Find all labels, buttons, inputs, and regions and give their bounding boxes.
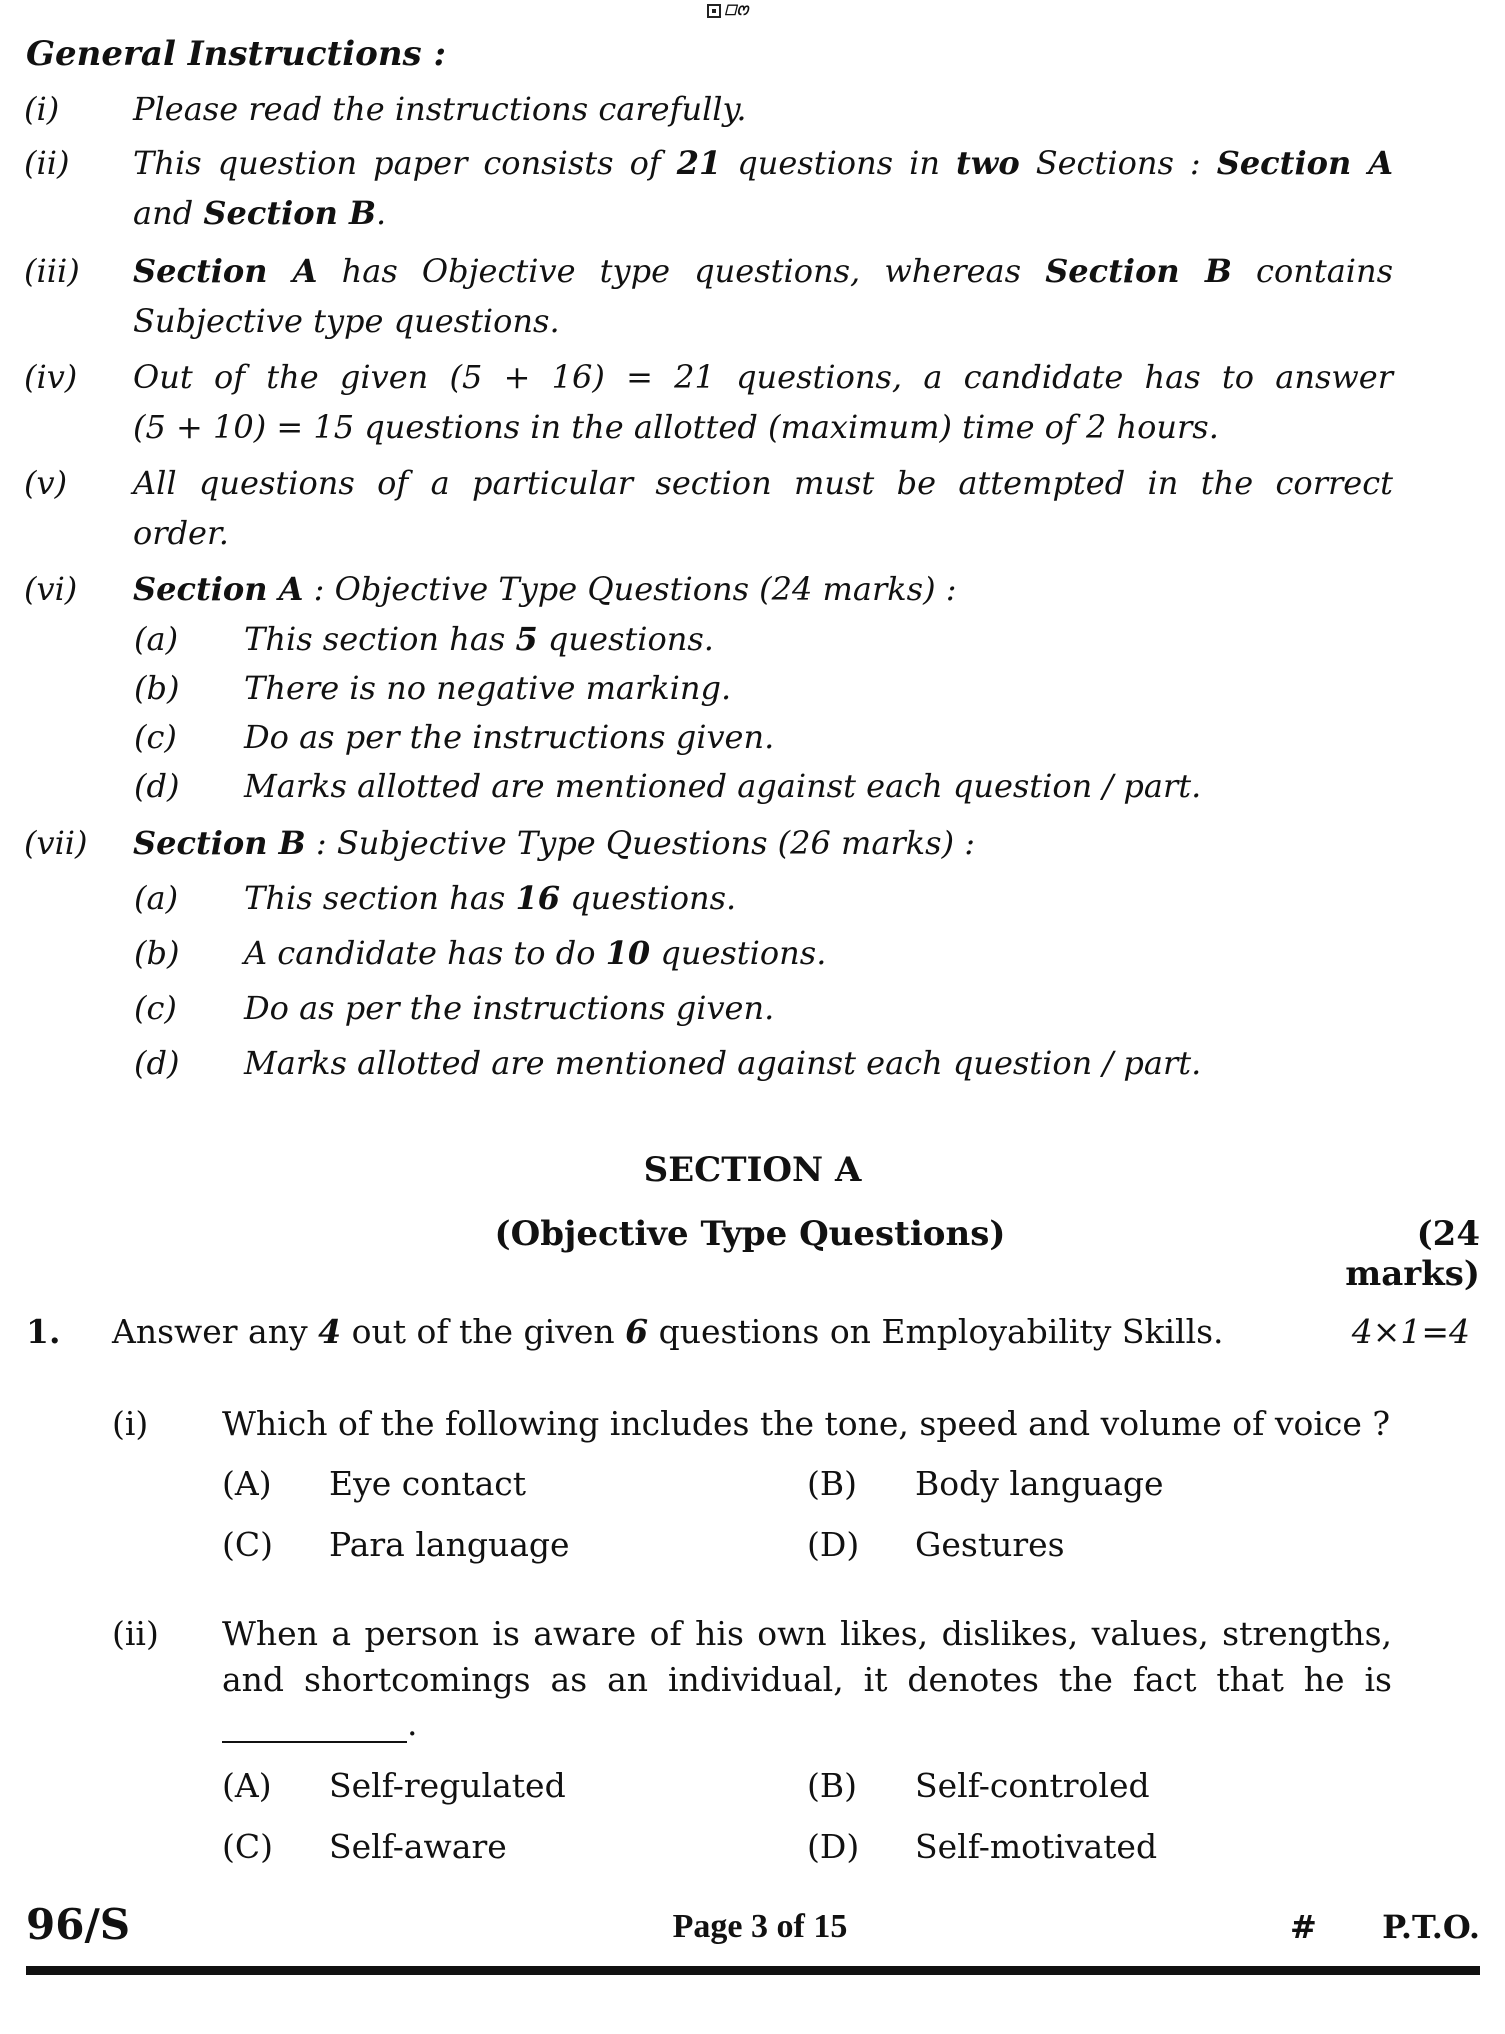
option-label: (A) [222, 1766, 272, 1805]
section-a-marks: (24 marks) [1345, 1214, 1480, 1294]
general-instructions-title: General Instructions : [26, 34, 447, 74]
instruction-item: (ii) This question paper consists of 21 questions in two Sections : Section A and Section B. [24, 144, 1394, 232]
question-text: Answer any 4 out of the given 6 questions on Employability Skills. [112, 1312, 1224, 1351]
part-text: When a person is aware of his own likes, dislikes, values, strengths, [222, 1614, 1392, 1653]
instruction-item: (v) All questions of a particular section must be attempted in the correct order. [24, 464, 1393, 552]
option-text: Eye contact [329, 1464, 527, 1503]
qr-code-icon: ☐ꯁ [707, 2, 765, 20]
option-text: Self-motivated [915, 1827, 1158, 1866]
pto-label: P.T.O. [1382, 1908, 1480, 1946]
instruction-item: (iii) Section A has Objective type questions, whereas Section B contains Subjective type questions. [24, 252, 1394, 340]
question-marks: 4×1=4 [1351, 1312, 1470, 1351]
option-label: (D) [807, 1827, 860, 1866]
part-text: and shortcomings as an individual, it denotes the fact that he is [222, 1660, 1392, 1699]
option-row [0, 1525, 1505, 1569]
option-label: (B) [807, 1464, 857, 1503]
part-text: Which of the following includes the tone, speed and volume of voice ? [222, 1404, 1391, 1443]
question-number: 1. [26, 1312, 61, 1351]
option-text: Self-regulated [329, 1766, 566, 1805]
paper-code: 96/S [26, 1900, 131, 1949]
option-text: Self-aware [329, 1827, 507, 1866]
part-number: (ii) [112, 1614, 159, 1653]
option-text: Self-controled [915, 1766, 1150, 1805]
part-number: (i) [112, 1404, 149, 1443]
footer-rule [26, 1966, 1480, 1975]
option-text: Body language [915, 1464, 1164, 1503]
hash-mark: # [1290, 1908, 1317, 1946]
section-a-subtitle: (Objective Type Questions) [494, 1214, 1006, 1254]
option-label: (B) [807, 1766, 857, 1805]
option-label: (C) [222, 1525, 273, 1564]
section-a-title: SECTION A [643, 1150, 862, 1190]
instruction-item: (vii) Section B : Subjective Type Questions (26 marks) : [24, 824, 976, 862]
option-text: Gestures [915, 1525, 1065, 1564]
exam-page: ☐ꯁ General Instructions : (i) Please read the instructions carefully. (ii) This question paper consists of 21 questions in two Sections : Section A and Section B. (iii) Section A has Objective type questions, whereas Section B contains Subjective type questions. (iv) Out of the given (5 + 16) = 21 questions, a candidate has to answer (5 + 10) = 15 questions in the allotted (maximum) time of 2 hours. (v) All questions of a particular section must be attempted in the correct order. (vi) Section A : Objective Type Questions (24 marks) : (a) This section has 5 questions. (b) There is no negative marking. (c) Do as per the instructions given. (d) Marks allotted are mentioned against each question / part. (vii) Section B : Subjective Type Questions (26 marks) : (a) This section has 16 questions. (b) A candidate has to do 10 questions. (c) Do as per the instructions given. (d) Marks allotted are mentioned against each question / part. SECTION A (Objective Type Questions) (24 marks) 1. Answer any 4 out of the given 6 questions on Employability Skills. 4×1=4 (i) Which of the following includes the tone, speed and volume of voice ? (A) Eye contact (B) Body language (C) Para language (D) Gestures (ii) When a person is aware of his own likes, dislikes, values, strengths, and shortcomings as an individual, it denotes the fact that he is . (A) Self-regulated (B) Self-controled (C) Self-aware (D) Self-motivated 96/S Page 3 of 15 # P.T.O. [0, 0, 1505, 2034]
option-row [0, 1766, 1505, 1810]
option-label: (C) [222, 1827, 273, 1866]
option-label: (D) [807, 1525, 860, 1564]
instruction-item: (vi) Section A : Objective Type Questions (24 marks) : [24, 570, 957, 608]
option-label: (A) [222, 1464, 272, 1503]
answer-blank: . [222, 1704, 418, 1743]
page-number: Page 3 of 15 [672, 1908, 848, 1945]
option-text: Para language [329, 1525, 570, 1564]
option-row [0, 1827, 1505, 1871]
instruction-item: (iv) Out of the given (5 + 16) = 21 questions, a candidate has to answer (5 + 10) = 15 questions in the allotted (maximum) time of 2 hours. [24, 358, 1393, 446]
option-row [0, 1464, 1505, 1508]
